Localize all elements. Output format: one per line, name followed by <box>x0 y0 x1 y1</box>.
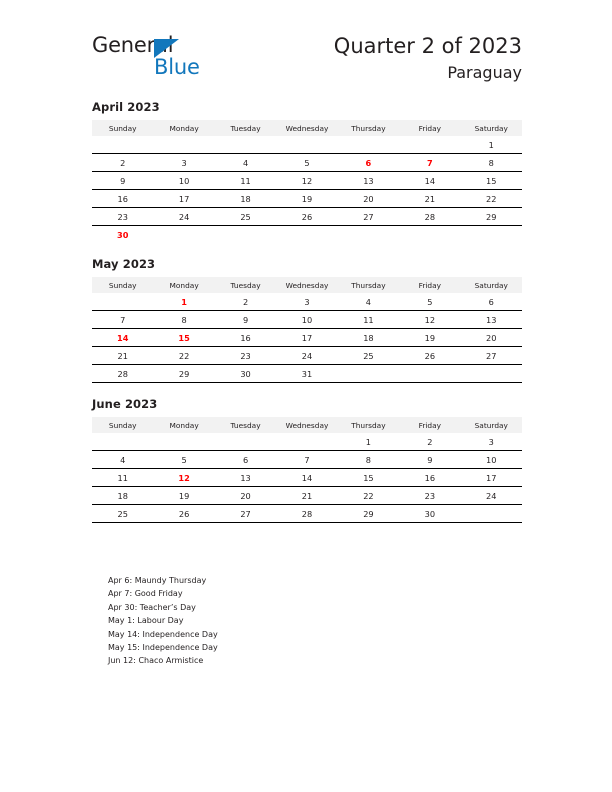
weekday-header-thursday: Thursday <box>338 120 399 136</box>
week-row <box>92 226 522 244</box>
day-cell[interactable]: 9 <box>215 311 276 329</box>
day-cell-holiday[interactable]: 6 <box>338 154 399 172</box>
page-subtitle-country: Paraguay <box>447 63 522 82</box>
day-cell[interactable]: 24 <box>276 347 337 365</box>
day-cell[interactable]: 10 <box>153 172 214 190</box>
day-cell[interactable]: 5 <box>399 293 460 311</box>
day-cell[interactable]: 2 <box>92 154 153 172</box>
day-cell[interactable]: 27 <box>461 347 522 365</box>
holiday-legend <box>108 574 508 668</box>
day-cell[interactable]: 25 <box>92 505 153 523</box>
day-cell-empty <box>215 136 276 154</box>
week-row <box>92 347 522 365</box>
day-cell[interactable]: 30 <box>215 365 276 383</box>
weekday-header-thursday: Thursday <box>338 417 399 433</box>
weekday-header-row <box>92 417 522 433</box>
weekday-header-sunday: Sunday <box>92 277 153 293</box>
weekday-header-monday: Monday <box>153 277 214 293</box>
logo-word-general: General <box>92 33 174 57</box>
month-calendar-table <box>92 120 522 243</box>
day-cell[interactable]: 1 <box>338 433 399 451</box>
day-cell-empty <box>153 226 214 244</box>
day-cell-empty <box>399 365 460 383</box>
day-cell[interactable]: 19 <box>276 190 337 208</box>
day-cell[interactable]: 4 <box>338 293 399 311</box>
day-cell-holiday[interactable]: 7 <box>399 154 460 172</box>
day-cell[interactable]: 24 <box>153 208 214 226</box>
day-cell[interactable]: 23 <box>215 347 276 365</box>
day-cell[interactable]: 26 <box>276 208 337 226</box>
day-cell[interactable]: 25 <box>215 208 276 226</box>
month-block <box>92 397 522 540</box>
day-cell-empty <box>215 226 276 244</box>
day-cell[interactable]: 28 <box>92 365 153 383</box>
day-cell-empty <box>153 433 214 451</box>
day-cell[interactable]: 28 <box>276 505 337 523</box>
day-cell[interactable]: 2 <box>399 433 460 451</box>
day-cell[interactable]: 16 <box>92 190 153 208</box>
weekday-header-monday: Monday <box>153 120 214 136</box>
day-cell[interactable]: 16 <box>215 329 276 347</box>
day-cell[interactable]: 7 <box>92 311 153 329</box>
day-cell-empty <box>276 433 337 451</box>
holiday-legend-item: May 15: Independence Day <box>108 643 218 653</box>
day-cell[interactable]: 22 <box>461 190 522 208</box>
day-cell[interactable]: 17 <box>153 190 214 208</box>
page-header <box>0 0 612 96</box>
week-row <box>92 469 522 487</box>
month-block <box>92 257 522 383</box>
month-block <box>92 100 522 243</box>
day-cell-empty <box>338 365 399 383</box>
day-cell[interactable]: 18 <box>338 329 399 347</box>
day-cell[interactable]: 3 <box>153 154 214 172</box>
day-cell[interactable]: 22 <box>153 347 214 365</box>
day-cell[interactable]: 28 <box>399 208 460 226</box>
day-cell[interactable]: 3 <box>276 293 337 311</box>
month-title: May 2023 <box>92 257 156 271</box>
day-cell[interactable]: 9 <box>399 451 460 469</box>
day-cell-empty <box>461 365 522 383</box>
day-cell-empty <box>338 523 399 541</box>
day-cell[interactable]: 24 <box>461 487 522 505</box>
day-cell[interactable]: 31 <box>276 365 337 383</box>
day-cell[interactable]: 23 <box>399 487 460 505</box>
weekday-header-friday: Friday <box>399 277 460 293</box>
day-cell[interactable]: 29 <box>461 208 522 226</box>
day-cell-empty <box>461 226 522 244</box>
holiday-legend-item: Apr 30: Teacher’s Day <box>108 602 196 612</box>
day-cell-empty <box>92 293 153 311</box>
day-cell[interactable]: 7 <box>276 451 337 469</box>
week-row <box>92 172 522 190</box>
day-cell[interactable]: 17 <box>276 329 337 347</box>
holiday-legend-item: Apr 7: Good Friday <box>108 589 183 599</box>
day-cell[interactable]: 22 <box>338 487 399 505</box>
weekday-header-tuesday: Tuesday <box>215 120 276 136</box>
day-cell-empty <box>399 136 460 154</box>
weekday-header-tuesday: Tuesday <box>215 417 276 433</box>
day-cell-empty <box>92 433 153 451</box>
day-cell[interactable]: 5 <box>276 154 337 172</box>
week-row <box>92 208 522 226</box>
day-cell-holiday[interactable]: 30 <box>117 229 129 240</box>
day-cell-empty <box>153 523 214 541</box>
holiday-legend-item: Jun 12: Chaco Armistice <box>108 656 204 666</box>
day-cell[interactable]: 4 <box>215 154 276 172</box>
day-cell[interactable]: 15 <box>461 172 522 190</box>
day-cell[interactable]: 27 <box>338 208 399 226</box>
day-cell-empty <box>461 523 522 541</box>
day-cell[interactable]: 8 <box>338 451 399 469</box>
month-calendar-table <box>92 277 522 383</box>
day-cell-empty <box>276 226 337 244</box>
weekday-header-sunday: Sunday <box>92 120 153 136</box>
day-cell[interactable]: 2 <box>215 293 276 311</box>
day-cell-empty <box>215 433 276 451</box>
week-row <box>92 523 522 541</box>
day-cell-empty <box>153 136 214 154</box>
day-cell-empty <box>338 136 399 154</box>
day-cell[interactable]: 13 <box>338 172 399 190</box>
weekday-header-friday: Friday <box>399 120 460 136</box>
week-row <box>92 505 522 523</box>
quarter-calendars <box>92 100 522 554</box>
holiday-legend-item: May 14: Independence Day <box>108 629 218 639</box>
holiday-legend-item: May 1: Labour Day <box>108 616 184 626</box>
day-cell[interactable]: 11 <box>92 469 153 487</box>
week-row <box>92 487 522 505</box>
day-cell[interactable]: 26 <box>153 505 214 523</box>
day-cell[interactable]: 13 <box>215 469 276 487</box>
day-cell-holiday[interactable]: 15 <box>153 329 214 347</box>
day-cell[interactable]: 10 <box>276 311 337 329</box>
day-cell[interactable]: 12 <box>399 311 460 329</box>
day-cell-empty <box>338 226 399 244</box>
day-cell[interactable]: 20 <box>338 190 399 208</box>
day-cell[interactable]: 3 <box>461 433 522 451</box>
day-cell[interactable]: 9 <box>92 172 153 190</box>
day-cell[interactable]: 21 <box>399 190 460 208</box>
week-row <box>92 329 522 347</box>
weekday-header-saturday: Saturday <box>461 417 522 433</box>
day-cell-holiday[interactable]: 12 <box>153 469 214 487</box>
weekday-header-saturday: Saturday <box>461 120 522 136</box>
logo-word-blue: Blue <box>154 55 200 79</box>
day-cell-holiday[interactable]: 14 <box>92 329 153 347</box>
day-cell[interactable]: 13 <box>461 311 522 329</box>
week-row <box>92 190 522 208</box>
day-cell[interactable]: 19 <box>399 329 460 347</box>
general-blue-logo <box>92 33 292 83</box>
weekday-header-wednesday: Wednesday <box>276 417 337 433</box>
day-cell[interactable]: 11 <box>215 172 276 190</box>
day-cell[interactable]: 25 <box>338 347 399 365</box>
weekday-header-thursday: Thursday <box>338 277 399 293</box>
day-cell[interactable]: 21 <box>92 347 153 365</box>
day-cell[interactable]: 10 <box>461 451 522 469</box>
day-cell[interactable]: 19 <box>153 487 214 505</box>
weekday-header-wednesday: Wednesday <box>276 277 337 293</box>
weekday-header-sunday: Sunday <box>92 417 153 433</box>
month-calendar-table <box>92 417 522 540</box>
title-block <box>334 33 522 84</box>
day-cell[interactable]: 14 <box>276 469 337 487</box>
weekday-header-wednesday: Wednesday <box>276 120 337 136</box>
day-cell[interactable]: 1 <box>461 136 522 154</box>
day-cell-empty <box>399 523 460 541</box>
weekday-header-row <box>92 120 522 136</box>
day-cell-empty <box>399 226 460 244</box>
holiday-legend-item: Apr 6: Maundy Thursday <box>108 576 207 585</box>
week-row <box>92 433 522 451</box>
day-cell-empty <box>276 523 337 541</box>
day-cell-empty <box>461 505 522 523</box>
day-cell-holiday[interactable]: 1 <box>153 293 214 311</box>
weekday-header-monday: Monday <box>153 417 214 433</box>
day-cell[interactable]: 8 <box>153 311 214 329</box>
week-row <box>92 311 522 329</box>
weekday-header-row <box>92 277 522 293</box>
day-cell[interactable]: 30 <box>399 505 460 523</box>
week-row <box>92 154 522 172</box>
day-cell[interactable]: 6 <box>461 293 522 311</box>
day-cell[interactable]: 20 <box>461 329 522 347</box>
day-cell[interactable]: 12 <box>276 172 337 190</box>
day-cell[interactable]: 5 <box>153 451 214 469</box>
day-cell[interactable]: 21 <box>276 487 337 505</box>
day-cell[interactable]: 14 <box>399 172 460 190</box>
day-cell[interactable]: 29 <box>153 365 214 383</box>
day-cell[interactable]: 29 <box>338 505 399 523</box>
day-cell-empty <box>276 136 337 154</box>
day-cell[interactable]: 26 <box>399 347 460 365</box>
weekday-header-friday: Friday <box>399 417 460 433</box>
day-cell[interactable]: 16 <box>399 469 460 487</box>
day-cell[interactable]: 6 <box>215 451 276 469</box>
month-title: April 2023 <box>92 100 160 114</box>
week-row <box>92 451 522 469</box>
day-cell[interactable]: 18 <box>215 190 276 208</box>
day-cell[interactable]: 17 <box>461 469 522 487</box>
weekday-header-tuesday: Tuesday <box>215 277 276 293</box>
day-cell[interactable]: 8 <box>461 154 522 172</box>
day-cell-empty <box>92 136 153 154</box>
week-row <box>92 293 522 311</box>
day-cell[interactable]: 27 <box>215 505 276 523</box>
week-row <box>92 365 522 383</box>
day-cell[interactable]: 11 <box>338 311 399 329</box>
day-cell-empty <box>215 523 276 541</box>
day-cell[interactable]: 18 <box>92 487 153 505</box>
day-cell-empty <box>92 523 153 541</box>
month-title: June 2023 <box>92 397 158 411</box>
week-row <box>92 136 522 154</box>
weekday-header-saturday: Saturday <box>461 277 522 293</box>
page-title: Quarter 2 of 2023 <box>333 34 522 58</box>
day-cell[interactable]: 4 <box>92 451 153 469</box>
day-cell[interactable]: 20 <box>215 487 276 505</box>
day-cell[interactable]: 15 <box>338 469 399 487</box>
day-cell[interactable]: 23 <box>92 208 153 226</box>
